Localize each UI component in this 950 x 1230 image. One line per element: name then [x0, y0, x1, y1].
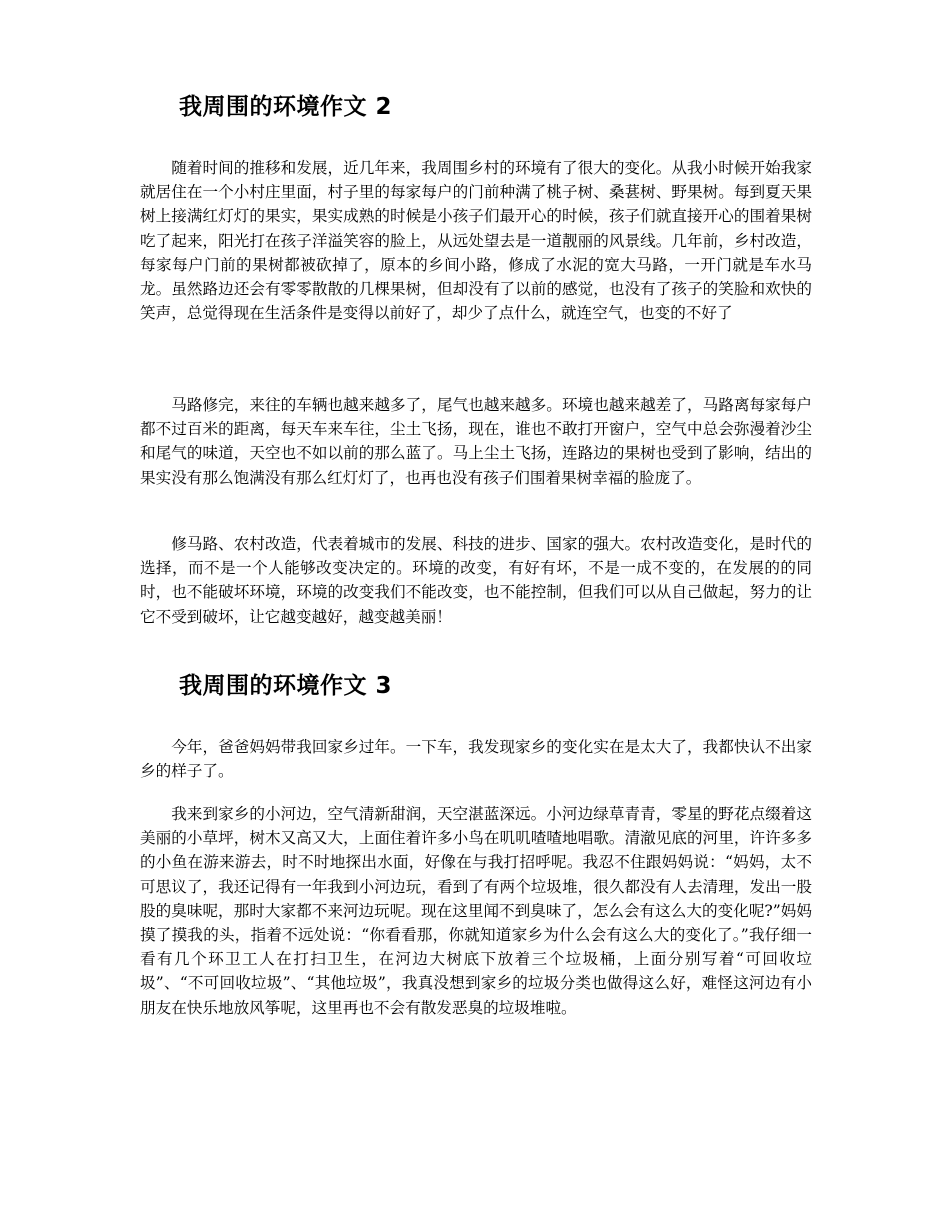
- essay-2-paragraph-1: 随着时间的推移和发展，近几年来，我周围乡村的环境有了很大的变化。从我小时候开始我家就居住在一个小村庄里面，村子里的每家每户的门前种满了桃子树、桑葚树、野果树。每到夏天果树上接满红灯灯的果实，果实成熟的时候是小孩子们最开心的时候，孩子们就直接开心的围着果树吃了起来，阳光打在孩子洋溢笑容的脸上，从远处望去是一道靓丽的风景线。几年前，乡村改造，每家每户门前的果树都被砍掉了，原本的乡间小路，修成了水泥的宽大马路，一开门就是车水马龙。虽然路边还会有零零散散的几棵果树，但却没有了以前的感觉，也没有了孩子的笑脸和欢快的笑声，总觉得现在生活条件是变得以前好了，却少了点什么，就连空气，也变的不好了: [140, 159, 812, 323]
- essay-3-paragraph-2: 我来到家乡的小河边，空气清新甜润，天空湛蓝深远。小河边绿草青青，零星的野花点缀着这美丽的小草坪，树木又高又大，上面住着许多小鸟在叽叽喳喳地唱歌。清澈见底的河里，许许多多的小鱼在游来游去，时不时地探出水面，好像在与我打招呼呢。我忍不住跟妈妈说：“妈妈，太不可思议了，我还记得有一年我到小河边玩，看到了有两个垃圾堆，很久都没有人去清理，发出一股股的臭味呢，那时大家都不来河边玩呢。现在这里闻不到臭味了，怎么会有这么大的变化呢?”妈妈摸了摸我的头，指着不远处说：“你看看那，你就知道家乡为什么会有这么大的变化了。”我仔细一看有几个环卫工人在打扫卫生，在河边大树底下放着三个垃圾桶，上面分别写着“可回收垃圾”、“不可回收垃圾”、“其他垃圾”，我真没想到家乡的垃圾分类也做得这么好，难怪这河边有小朋友在快乐地放风筝呢，这里再也不会有散发恶臭的垃圾堆啦。: [140, 805, 812, 1017]
- essay-2-title: 我周围的环境作文 2: [179, 94, 393, 120]
- essay-3-title: 我周围的环境作文 3: [179, 673, 393, 699]
- essay-3-paragraph-1: 今年，爸爸妈妈带我回家乡过年。一下车，我发现家乡的变化实在是太大了，我都快认不出家乡的样子了。: [140, 738, 812, 781]
- essay-2-paragraph-2: 马路修完，来往的车辆也越来越多了，尾气也越来越多。环境也越来越差了，马路离每家每户都不过百米的距离，每天车来车往，尘土飞扬，现在，谁也不敢打开窗户，空气中总会弥漫着沙尘和尾气的味道，天空也不如以前的那么蓝了。马上尘土飞扬，连路边的果树也受到了影响，结出的果实没有那么饱满没有那么红灯灯了，也再也没有孩子们围着果树幸福的脸庞了。: [140, 396, 812, 487]
- essay-2-paragraph-3: 修马路、农村改造，代表着城市的发展、科技的进步、国家的强大。农村改造变化，是时代的选择，而不是一个人能够改变决定的。环境的改变，有好有坏，不是一成不变的，在发展的的同时，也不能破坏环境，环境的改变我们不能改变，也不能控制，但我们可以从自己做起，努力的让它不受到破坏，让它越变越好，越变越美丽！: [140, 535, 812, 626]
